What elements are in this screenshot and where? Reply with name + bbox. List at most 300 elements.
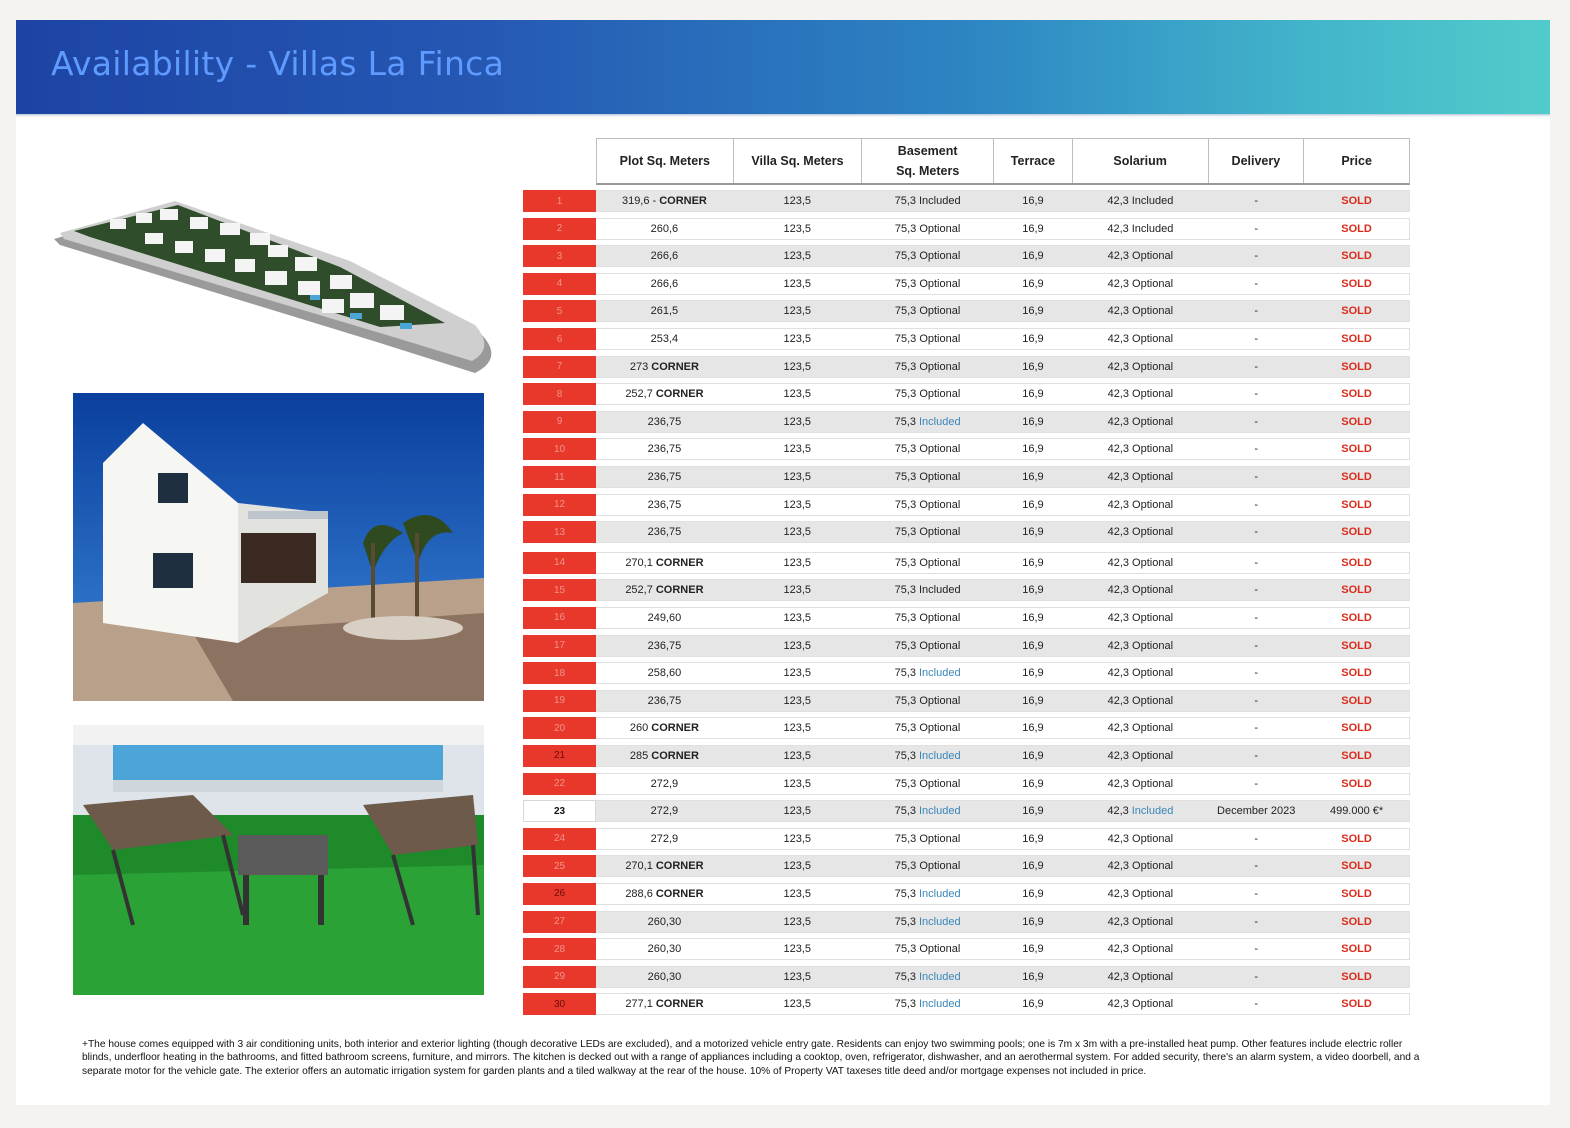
basement-status: Optional — [919, 943, 961, 956]
solarium-size: 42,3 — [1107, 305, 1130, 318]
table-row — [523, 773, 1410, 795]
solarium-status: Optional — [1132, 749, 1174, 762]
plot-size: 236,75 — [647, 498, 682, 511]
delivery-date: - — [1254, 998, 1259, 1011]
terrace-cell — [994, 718, 1073, 738]
table-row — [523, 300, 1410, 322]
villa-size: 123,5 — [783, 860, 812, 873]
basement-cell — [862, 967, 994, 987]
delivery-cell — [1208, 522, 1304, 542]
basement-cell — [862, 608, 994, 628]
terrace-size: 16,9 — [1022, 526, 1044, 539]
price-cell — [1304, 967, 1409, 987]
solarium-status: Optional — [1132, 526, 1174, 539]
plot-number: 26 — [523, 883, 596, 905]
delivery-cell — [1208, 691, 1304, 711]
sold-badge: SOLD — [1341, 860, 1372, 873]
plot-size-cell — [596, 246, 733, 266]
price-cell — [1304, 746, 1409, 766]
solarium-size: 42,3 — [1107, 998, 1130, 1011]
table-row — [523, 662, 1410, 684]
plot-number: 9 — [523, 411, 596, 433]
price-cell — [1304, 357, 1409, 377]
table-row — [523, 717, 1410, 739]
price-cell — [1304, 774, 1409, 794]
price-cell — [1304, 384, 1409, 404]
row-cells — [596, 745, 1410, 767]
basement-cell — [862, 994, 994, 1014]
solarium-cell — [1072, 801, 1208, 821]
sold-badge: SOLD — [1341, 722, 1372, 735]
banner-shadow — [16, 114, 1550, 117]
basement-cell — [862, 718, 994, 738]
plot-size-cell — [596, 219, 733, 239]
plot-size-cell — [596, 329, 733, 349]
basement-size: 75,3 — [894, 749, 916, 762]
basement-status: Optional — [919, 498, 961, 511]
aerial-image — [50, 183, 502, 383]
plot-size: 258,60 — [647, 667, 682, 680]
basement-cell — [862, 553, 994, 573]
header-basement-line2: Sq. Meters — [896, 164, 960, 178]
delivery-cell — [1208, 553, 1304, 573]
solarium-status: Optional — [1132, 887, 1174, 900]
basement-size: 75,3 — [894, 970, 916, 983]
solarium-cell — [1072, 829, 1208, 849]
delivery-cell — [1208, 801, 1304, 821]
terrace-size: 16,9 — [1022, 222, 1044, 235]
delivery-cell — [1208, 856, 1304, 876]
basement-status: Included — [919, 667, 961, 680]
delivery-cell — [1208, 994, 1304, 1014]
table-row — [523, 745, 1410, 767]
terrace-size: 16,9 — [1022, 943, 1044, 956]
delivery-date: - — [1254, 611, 1259, 624]
sold-badge: SOLD — [1341, 195, 1372, 207]
table-row — [523, 438, 1410, 460]
terrace-cell — [994, 636, 1073, 656]
price-cell — [1304, 219, 1409, 239]
row-cells — [596, 218, 1410, 240]
row-cells — [596, 717, 1410, 739]
row-cells — [596, 466, 1410, 488]
table-row — [523, 383, 1410, 405]
villa-size-cell — [733, 939, 862, 959]
terrace-size: 16,9 — [1022, 832, 1044, 845]
price-cell — [1304, 274, 1409, 294]
plot-number: 19 — [523, 690, 596, 712]
price-cell — [1304, 246, 1409, 266]
delivery-cell — [1208, 663, 1304, 683]
sold-badge: SOLD — [1341, 611, 1372, 624]
price-cell — [1304, 939, 1409, 959]
basement-status: Optional — [919, 694, 961, 707]
basement-status: Included — [919, 805, 961, 818]
solarium-cell — [1072, 774, 1208, 794]
basement-status: Optional — [919, 611, 961, 624]
basement-cell — [862, 829, 994, 849]
basement-status: Optional — [919, 305, 961, 318]
plot-size: 260,6 — [650, 222, 679, 235]
villa-size: 123,5 — [783, 805, 812, 818]
row-cells — [596, 245, 1410, 267]
basement-status: Included — [919, 195, 961, 207]
solarium-status: Optional — [1132, 471, 1174, 483]
solarium-cell — [1072, 219, 1208, 239]
solarium-size: 42,3 — [1107, 195, 1129, 207]
delivery-cell — [1208, 829, 1304, 849]
solarium-size: 42,3 — [1107, 749, 1130, 762]
solarium-size: 42,3 — [1107, 443, 1130, 456]
plot-size-cell — [596, 856, 733, 876]
price-cell — [1304, 636, 1409, 656]
villa-size: 123,5 — [783, 722, 812, 735]
plot-size: 288,6 — [625, 887, 653, 900]
delivery-cell — [1208, 219, 1304, 239]
solarium-size: 42,3 — [1107, 222, 1129, 235]
villa-size: 123,5 — [783, 388, 812, 401]
sold-badge: SOLD — [1341, 471, 1372, 483]
terrace-size: 16,9 — [1022, 887, 1044, 900]
villa-size-cell — [733, 246, 862, 266]
terrace-size: 16,9 — [1022, 915, 1044, 928]
header-plot: Plot Sq. Meters — [597, 139, 734, 183]
basement-status: Included — [919, 915, 961, 928]
villa-size-cell — [733, 412, 862, 432]
terrace-cell — [994, 967, 1073, 987]
plot-size-cell — [596, 522, 733, 542]
sold-badge: SOLD — [1341, 970, 1372, 983]
terrace-cell — [994, 939, 1073, 959]
delivery-cell — [1208, 439, 1304, 459]
villa-size: 123,5 — [783, 970, 812, 983]
villa-size: 123,5 — [783, 305, 812, 318]
basement-size: 75,3 — [894, 694, 917, 707]
villa-size-cell — [733, 553, 862, 573]
delivery-date: - — [1254, 388, 1259, 401]
terrace-cell — [994, 608, 1073, 628]
basement-status: Optional — [919, 277, 961, 290]
corner-tag: CORNER — [651, 360, 699, 373]
basement-cell — [862, 912, 994, 932]
solarium-cell — [1072, 718, 1208, 738]
basement-status: Optional — [919, 250, 961, 263]
basement-cell — [862, 884, 994, 904]
corner-tag: CORNER — [655, 887, 704, 900]
plot-size: 270,1 — [625, 556, 653, 569]
solarium-status: Included — [1131, 222, 1174, 235]
delivery-cell — [1208, 384, 1304, 404]
plot-size: 285 — [629, 749, 649, 762]
solarium-cell — [1072, 301, 1208, 321]
plot-size: 261,5 — [650, 305, 679, 318]
terrace-cell — [994, 439, 1073, 459]
sold-badge: SOLD — [1341, 526, 1372, 539]
row-cells — [596, 773, 1410, 795]
delivery-date: - — [1254, 222, 1259, 235]
row-cells — [596, 855, 1410, 877]
plot-number: 30 — [523, 993, 596, 1015]
price-cell — [1304, 329, 1409, 349]
basement-size: 75,3 — [894, 277, 917, 290]
villa-size: 123,5 — [783, 694, 812, 707]
table-row — [523, 411, 1410, 433]
basement-cell — [862, 191, 994, 211]
basement-size: 75,3 — [894, 584, 916, 597]
row-cells — [596, 579, 1410, 601]
solarium-status: Optional — [1132, 360, 1174, 373]
solarium-cell — [1072, 246, 1208, 266]
delivery-date: - — [1254, 556, 1259, 569]
plot-size: 236,75 — [647, 526, 682, 539]
basement-size: 75,3 — [894, 832, 917, 845]
plot-size: 260,30 — [647, 970, 682, 983]
plot-size-cell — [596, 801, 733, 821]
corner-tag: CORNER — [651, 722, 699, 735]
plot-number: 16 — [523, 607, 596, 629]
plot-size-cell — [596, 939, 733, 959]
plot-number: 7 — [523, 356, 596, 378]
plot-size: 236,75 — [647, 471, 682, 483]
header-terrace: Terrace — [994, 139, 1073, 183]
plot-size-cell — [596, 439, 733, 459]
basement-status: Optional — [919, 360, 961, 373]
table-row — [523, 690, 1410, 712]
villa-size-cell — [733, 746, 862, 766]
plot-size-cell — [596, 467, 733, 487]
villa-size: 123,5 — [783, 526, 812, 539]
terrace-cell — [994, 663, 1073, 683]
terrace-size: 16,9 — [1022, 333, 1044, 345]
plot-size-cell — [596, 967, 733, 987]
solarium-size: 42,3 — [1107, 526, 1130, 539]
solarium-size: 42,3 — [1107, 970, 1130, 983]
plot-number: 2 — [523, 218, 596, 240]
row-cells — [596, 356, 1410, 378]
villa-photo — [73, 393, 484, 701]
solarium-cell — [1072, 384, 1208, 404]
solarium-status: Optional — [1132, 611, 1174, 624]
sold-badge: SOLD — [1341, 415, 1372, 428]
solarium-status: Optional — [1132, 915, 1174, 928]
terrace-size: 16,9 — [1022, 722, 1044, 735]
villa-size-cell — [733, 608, 862, 628]
solarium-cell — [1072, 691, 1208, 711]
terrace-cell — [994, 301, 1073, 321]
terrace-cell — [994, 467, 1073, 487]
villa-size: 123,5 — [783, 277, 812, 290]
solarium-status: Optional — [1132, 277, 1174, 290]
plot-size: 272,9 — [650, 832, 679, 845]
terrace-size: 16,9 — [1022, 749, 1044, 762]
solarium-cell — [1072, 274, 1208, 294]
solarium-size: 42,3 — [1107, 360, 1130, 373]
plot-number: 10 — [523, 438, 596, 460]
sold-badge: SOLD — [1341, 639, 1372, 652]
price-cell — [1304, 608, 1409, 628]
row-cells — [596, 607, 1410, 629]
solarium-status: Optional — [1132, 722, 1174, 735]
price-cell — [1304, 467, 1409, 487]
terrace-size: 16,9 — [1022, 195, 1044, 207]
table-row — [523, 911, 1410, 933]
villa-size: 123,5 — [783, 887, 812, 900]
basement-status: Optional — [919, 639, 961, 652]
basement-size: 75,3 — [894, 915, 916, 928]
basement-status: Optional — [919, 860, 961, 873]
terrace-cell — [994, 801, 1073, 821]
solarium-size: 42,3 — [1107, 860, 1130, 873]
solarium-cell — [1072, 746, 1208, 766]
plot-size: 266,6 — [650, 250, 679, 263]
corner-tag: CORNER — [651, 749, 699, 762]
delivery-cell — [1208, 774, 1304, 794]
solarium-cell — [1072, 357, 1208, 377]
page-title: Availability - Villas La Finca — [51, 44, 505, 83]
solarium-status: Optional — [1132, 694, 1174, 707]
solarium-size: 42,3 — [1107, 832, 1130, 845]
basement-size: 75,3 — [894, 887, 916, 900]
sold-badge: SOLD — [1341, 584, 1372, 597]
villa-size: 123,5 — [783, 222, 812, 235]
plot-size-cell — [596, 774, 733, 794]
plot-size-cell — [596, 718, 733, 738]
villa-size: 123,5 — [783, 749, 812, 762]
delivery-cell — [1208, 246, 1304, 266]
row-cells — [596, 938, 1410, 960]
delivery-cell — [1208, 912, 1304, 932]
basement-status: Included — [919, 415, 961, 428]
villa-size: 123,5 — [783, 998, 812, 1011]
plot-size-cell — [596, 636, 733, 656]
sold-badge: SOLD — [1341, 360, 1372, 373]
villa-size-cell — [733, 884, 862, 904]
delivery-date: - — [1254, 777, 1259, 790]
solarium-cell — [1072, 608, 1208, 628]
sold-badge: SOLD — [1341, 998, 1372, 1011]
terrace-cell — [994, 274, 1073, 294]
basement-status: Included — [919, 998, 961, 1011]
basement-size: 75,3 — [894, 305, 917, 318]
basement-status: Optional — [919, 526, 961, 539]
villa-size-cell — [733, 636, 862, 656]
plot-number: 14 — [523, 552, 596, 574]
plot-size-cell — [596, 495, 733, 515]
basement-cell — [862, 522, 994, 542]
solarium-size: 42,3 — [1107, 556, 1130, 569]
plot-number: 20 — [523, 717, 596, 739]
plot-number: 17 — [523, 635, 596, 657]
terrace-size: 16,9 — [1022, 556, 1044, 569]
solarium-size: 42,3 — [1107, 805, 1129, 818]
solarium-size: 42,3 — [1107, 694, 1130, 707]
delivery-cell — [1208, 884, 1304, 904]
solarium-cell — [1072, 580, 1208, 600]
row-cells — [596, 690, 1410, 712]
solarium-size: 42,3 — [1107, 498, 1130, 511]
solarium-size: 42,3 — [1107, 250, 1130, 263]
villa-size-cell — [733, 663, 862, 683]
sold-badge: SOLD — [1341, 277, 1372, 290]
solarium-cell — [1072, 412, 1208, 432]
table-row — [523, 273, 1410, 295]
basement-status: Included — [919, 584, 961, 597]
basement-status: Optional — [919, 722, 961, 735]
villa-size-cell — [733, 439, 862, 459]
terrace-size: 16,9 — [1022, 860, 1044, 873]
delivery-date: - — [1254, 443, 1259, 456]
delivery-cell — [1208, 636, 1304, 656]
table-row — [523, 328, 1410, 350]
plot-size-cell — [596, 691, 733, 711]
price-cell — [1304, 829, 1409, 849]
villa-size: 123,5 — [783, 667, 812, 680]
header-solarium: Solarium — [1073, 139, 1209, 183]
sold-badge: SOLD — [1341, 443, 1372, 456]
basement-size: 75,3 — [894, 639, 917, 652]
price-cell — [1304, 495, 1409, 515]
basement-size: 75,3 — [894, 443, 917, 456]
solarium-size: 42,3 — [1107, 611, 1130, 624]
solarium-size: 42,3 — [1107, 667, 1130, 680]
terrace-cell — [994, 994, 1073, 1014]
table-row — [523, 993, 1410, 1015]
basement-status: Optional — [919, 443, 961, 456]
plot-number: 8 — [523, 383, 596, 405]
terrace-size: 16,9 — [1022, 667, 1044, 680]
basement-size: 75,3 — [894, 526, 917, 539]
basement-cell — [862, 329, 994, 349]
plot-size: 236,75 — [647, 415, 682, 428]
delivery-cell — [1208, 939, 1304, 959]
plot-size: 273 — [629, 360, 649, 373]
villa-size: 123,5 — [783, 584, 812, 597]
delivery-cell — [1208, 357, 1304, 377]
table-row — [523, 245, 1410, 267]
sold-badge: SOLD — [1341, 749, 1372, 762]
terrace-size: 16,9 — [1022, 250, 1044, 263]
terrace-cell — [994, 580, 1073, 600]
delivery-date: - — [1254, 832, 1259, 845]
corner-tag: CORNER — [655, 860, 704, 873]
solarium-size: 42,3 — [1107, 639, 1130, 652]
solarium-status: Optional — [1132, 970, 1174, 983]
delivery-cell — [1208, 301, 1304, 321]
row-cells — [596, 552, 1410, 574]
villa-size: 123,5 — [783, 777, 812, 790]
plot-number: 13 — [523, 521, 596, 543]
terrace-cell — [994, 191, 1073, 211]
plot-size: 260,30 — [647, 943, 682, 956]
delivery-cell — [1208, 467, 1304, 487]
villa-size: 123,5 — [783, 832, 812, 845]
terrace-size: 16,9 — [1022, 998, 1044, 1011]
villa-size-cell — [733, 384, 862, 404]
terrace-size: 16,9 — [1022, 777, 1044, 790]
plot-size-cell — [596, 274, 733, 294]
solarium-status: Optional — [1132, 860, 1174, 873]
solarium-status: Optional — [1132, 388, 1174, 401]
row-cells — [596, 273, 1410, 295]
delivery-date: - — [1254, 943, 1259, 956]
table-row — [523, 966, 1410, 988]
delivery-date: - — [1254, 471, 1259, 483]
villa-size-cell — [733, 495, 862, 515]
delivery-date: - — [1254, 498, 1259, 511]
villa-size-cell — [733, 274, 862, 294]
solarium-size: 42,3 — [1107, 915, 1130, 928]
row-cells — [596, 411, 1410, 433]
